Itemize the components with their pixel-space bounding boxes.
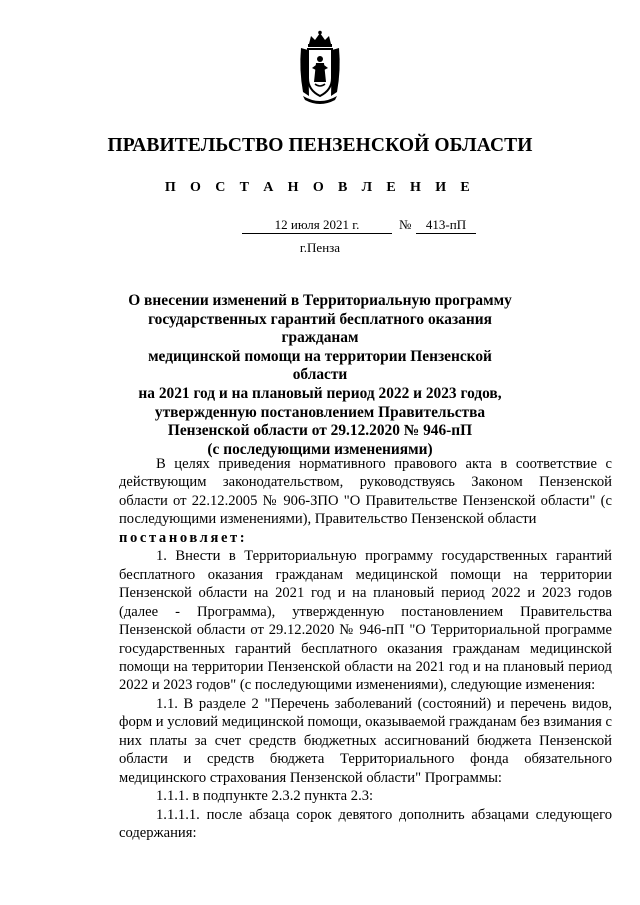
- title-line: медицинской помощи на территории Пензенской области: [148, 347, 492, 384]
- coat-of-arms-icon: [295, 30, 345, 106]
- paragraph-item-1-1-1-1: 1.1.1.1. после абзаца сорок девятого дополнить абзацами следующего содержания:: [119, 806, 612, 842]
- paragraph-preamble: В целях приведения нормативного правового акта в соответствие с действующим законодательством, руководствуясь Законом Пензенской области от 22.12.2005 № 906-ЗПО "О Правительстве Пензенской области" (с последующими изменениями), Правительство Пензенской области: [119, 456, 612, 528]
- paragraph-item-1-1: 1.1. В разделе 2 "Перечень заболеваний (состояний) и перечень видов, форм и условий медицинской помощи, оказываемой гражданам без взимания с них платы за счет средств бюджетных ассигнований бюджета Пензенской области и средств бюджета Территориального фонда обязательного медицинского страхования Пензенской области" Программы:: [119, 695, 612, 786]
- government-name: ПРАВИТЕЛЬСТВО ПЕНЗЕНСКОЙ ОБЛАСТИ: [107, 135, 533, 156]
- title-line: (с последующими изменениями): [207, 440, 433, 458]
- document-title: [120, 292, 520, 459]
- title-line: государственных гарантий бесплатного оказания гражданам: [148, 310, 492, 347]
- title-line: утвержденную постановлением Правительства: [154, 403, 486, 421]
- resolves-word: постановляет:: [119, 529, 248, 546]
- document-date: 12 июля 2021 г.: [242, 217, 392, 234]
- paragraph-item-1: 1. Внести в Территориальную программу государственных гарантий бесплатного оказания гражданам медицинской помощи на территории Пензенской области на 2021 год и на плановый период 2022 и 2023 годов (далее - Программа), утвержденную постановлением Правительства Пензенской области от 29.12.2020 № 946-пП "О Территориальной программе государственных гарантий бесплатного оказания гражданам медицинской помощи на территории Пензенской области на 2021 год и на плановый период 2022 и 2023 годов" (с последующими изменениями), следующие изменения:: [119, 548, 612, 694]
- document-type: П О С Т А Н О В Л Е Н И Е: [164, 180, 476, 195]
- title-line: Пензенской области от 29.12.2020 № 946-пП: [167, 422, 473, 440]
- title-line: О внесении изменений в Территориальную программу: [128, 292, 512, 309]
- number-sign: №: [399, 217, 412, 232]
- document-number: 413-пП: [416, 217, 476, 234]
- paragraph-item-1-1-1: 1.1.1. в подпункте 2.3.2 пункта 2.3:: [156, 788, 374, 805]
- document-body: [119, 455, 612, 843]
- title-line: на 2021 год и на плановый период 2022 и 2023 годов,: [138, 384, 502, 402]
- city: г.Пенза: [299, 240, 341, 255]
